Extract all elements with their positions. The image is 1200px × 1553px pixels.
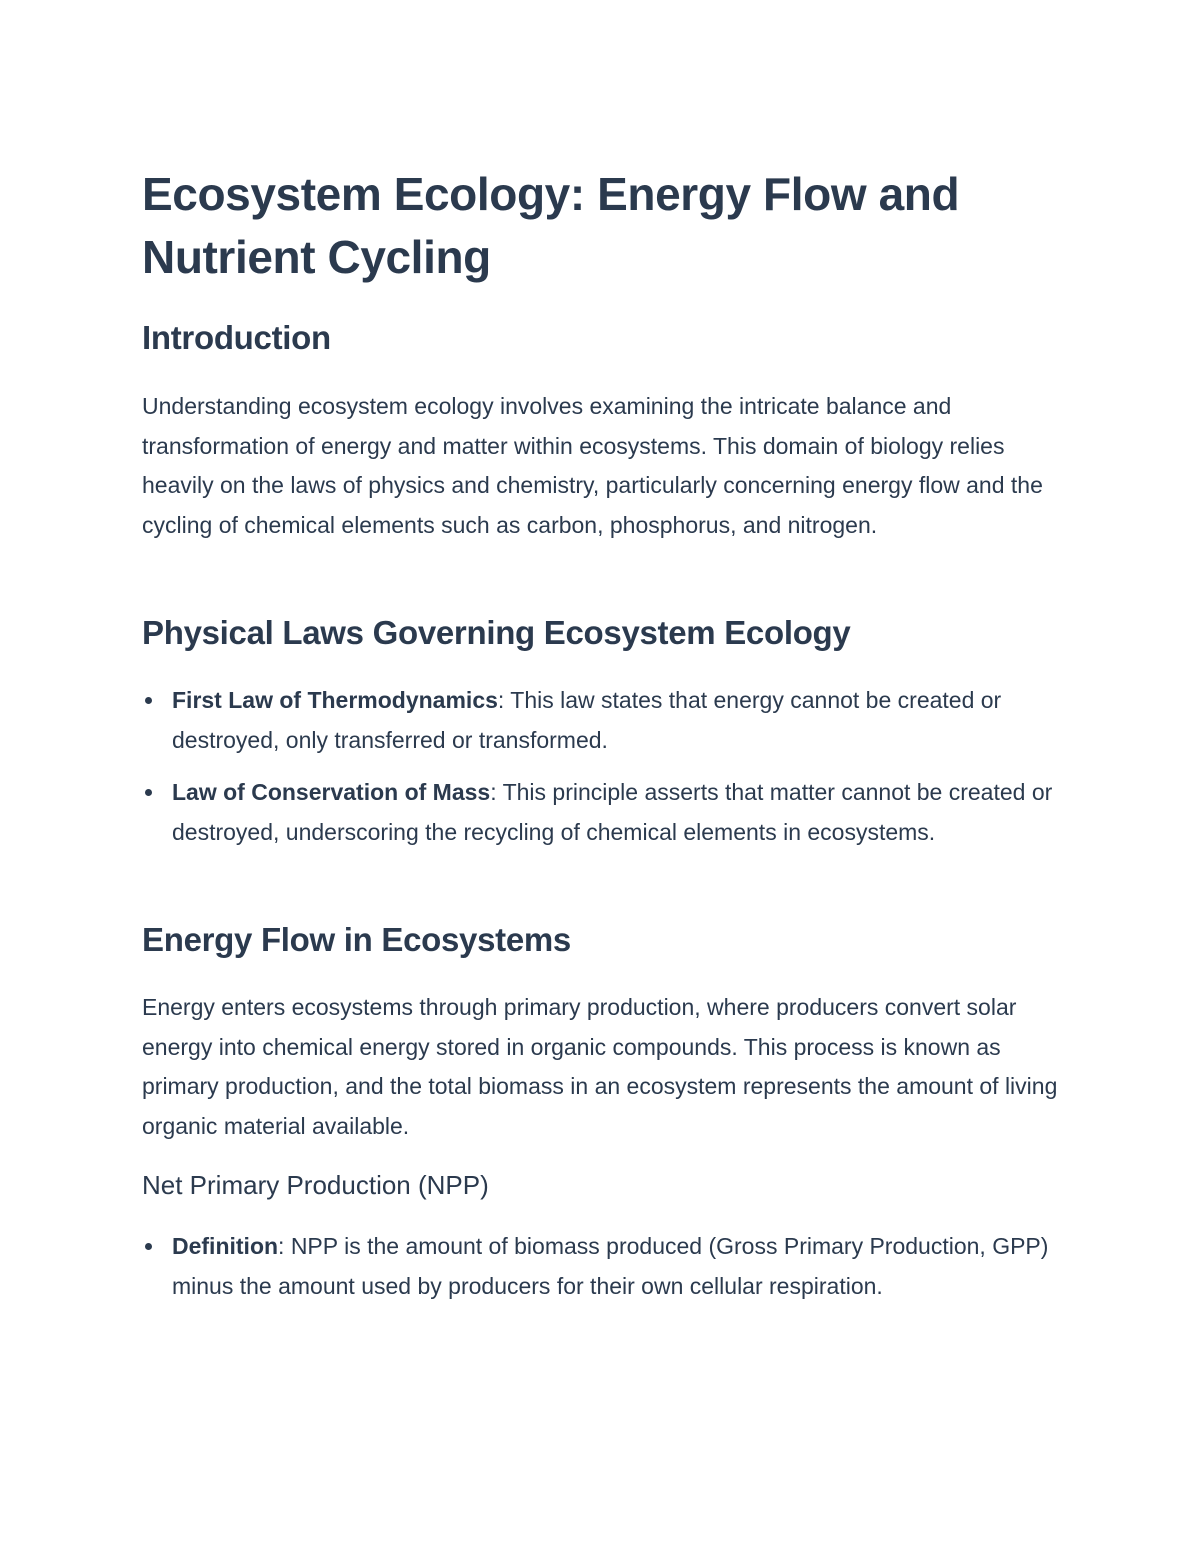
bullet-icon [145,697,152,704]
list-item-term: Definition [172,1233,279,1259]
list-item-term: Law of Conservation of Mass [172,779,491,806]
list-item-definition [142,1227,1072,1306]
npp-list [142,1227,1072,1306]
bullet-icon [145,789,152,796]
list-item-conservation-of-mass [142,773,1072,852]
subheading-npp: Net Primary Production (NPP) [142,1170,489,1200]
list-item-text: : This law states that energy cannot be created or destroyed, only transferred or transformed. [172,687,1002,753]
introduction-paragraph: Understanding ecosystem ecology involves examining the intricate balance and transformation of energy and matter within ecosystems. This domain of biology relies heavily on the laws of physics and chemistry, particularly concerning energy flow and the cycling of chemical elements such as carbon, phosphorus, and nitrogen. [142,393,1043,538]
list-item-term: First Law of Thermodynamics [172,687,498,713]
heading-physical-laws: Physical Laws Governing Ecosystem Ecology [142,614,851,651]
list-item-first-law [142,681,1072,760]
document-title: Ecosystem Ecology: Energy Flow and Nutrient Cycling [142,168,960,283]
physical-laws-list [142,681,1072,852]
heading-energy-flow: Energy Flow in Ecosystems [142,921,571,958]
heading-introduction: Introduction [142,319,331,356]
list-item-text: : This principle asserts that matter cannot be created or destroyed, underscoring the recycling of chemical elements in ecosystems. [172,779,1053,845]
bullet-icon [145,1243,152,1250]
energy-flow-paragraph: Energy enters ecosystems through primary production, where producers convert solar energy into chemical energy stored in organic compounds. This process is known as primary production, and the total biomass in an ecosystem represents the amount of living organic material available. [142,994,1058,1139]
list-item-text: : NPP is the amount of biomass produced (Gross Primary Production, GPP) minus the amount used by producers for their own cellular respiration. [172,1233,1049,1299]
